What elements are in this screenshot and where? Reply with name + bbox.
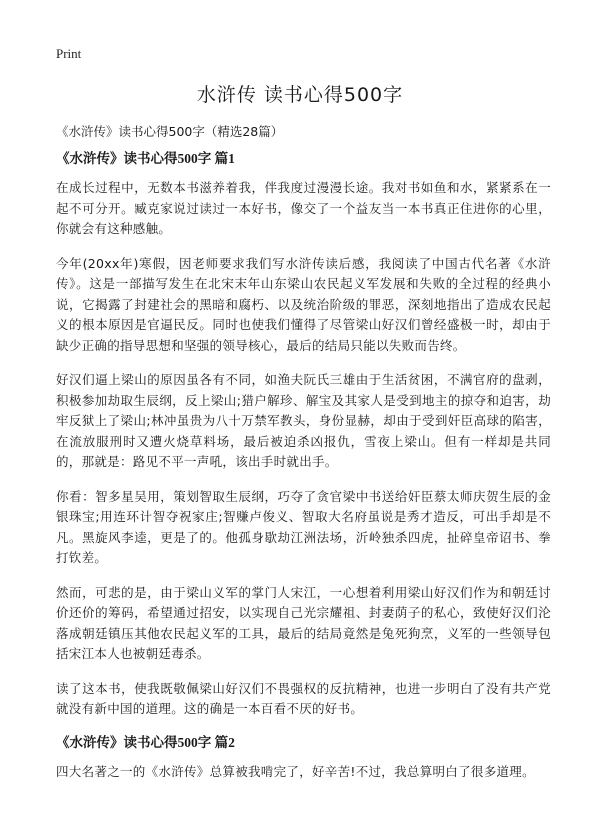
section-1	[56, 150, 551, 720]
document-content	[56, 150, 551, 796]
paragraph: 四大名著之一的《水浒传》总算被我啃完了，好辛苦!不过，我总算明白了很多道理。	[56, 763, 535, 779]
section-heading: 《水浒传》读书心得500字 篇1	[56, 151, 235, 166]
document-subtitle: 《水浒传》读书心得500字（精选28篇）	[56, 124, 284, 139]
paragraph: 在成长过程中，无数本书滋养着我，伴我度过漫漫长途。我对书如鱼和水，紧紧系在一起不可分开。臧克家说过读过一本好书，像交了一个益友当一本书真正住进你的心里，你就会有这种感触。	[56, 180, 551, 236]
paragraph: 好汉们逼上梁山的原因虽各有不同，如渔夫阮氏三雄由于生活贫困，不满官府的盘剥，积极参加劫取生辰纲，反上梁山;猎户解珍、解宝及其家人是受到地主的掠夺和迫害，劫牢反狱上了梁山;林冲虽贵为八十万禁军教头，身份显赫，却由于受到奸臣高球的陷害，在流放服刑时又遭火烧草料场，最后被迫杀凶报仇，雪夜上梁山。但有一样却是共同的，那就是：路见不平一声吼，该出手时就出手。	[56, 372, 551, 469]
print-link[interactable]: Print	[56, 46, 82, 61]
page-title: 水浒传 读书心得500字	[196, 84, 404, 106]
paragraph: 你看：智多星吴用，策划智取生辰纲，巧夺了贪官梁中书送给奸臣蔡太师庆贺生辰的金银珠宝;用连环计智夺祝家庄;智赚卢俊义、智取大名府虽说是秀才造反，可出手却是不凡。黑旋风李逵，更是了的。他孤身歇劫江洲法场，沂岭独杀四虎，扯碎皇帝诏书、拳打钦差。	[56, 488, 551, 565]
paragraph: 然而，可悲的是，由于梁山义军的掌门人宋江，一心想着利用梁山好汉们作为和朝廷讨价还价的筹码，希望通过招安，以实现自己光宗耀祖、封妻荫子的私心，致使好汉们沦落成朝廷镇压其他农民起义军的工具，最后的结局竟然是兔死狗烹，义军的一些领导包括宋江本人也被朝廷毒杀。	[56, 584, 551, 661]
section-2	[56, 734, 551, 783]
paragraph: 读了这本书，使我既敬佩梁山好汉们不畏强权的反抗精神，也进一步明白了没有共产党就没有新中国的道理。这的确是一本百看不厌的好书。	[56, 680, 551, 716]
section-heading: 《水浒传》读书心得500字 篇2	[56, 734, 235, 750]
paragraph: 今年(20xx年)寒假，因老师要求我们写水浒传读后感，我阅读了中国古代名著《水浒传》。这是一部描写发生在北宋末年山东梁山农民起义军发展和失败的全过程的经典小说，它揭露了封建社会的黑暗和腐朽、以及统治阶级的罪恶，深刻地指出了造成农民起义的根本原因是官逼民反。同时也使我们懂得了尽管梁山好汉们曾经盛极一时，却由于缺少正确的指导思想和坚强的领导核心，最后的结局只能以失败而告终。	[56, 255, 551, 353]
